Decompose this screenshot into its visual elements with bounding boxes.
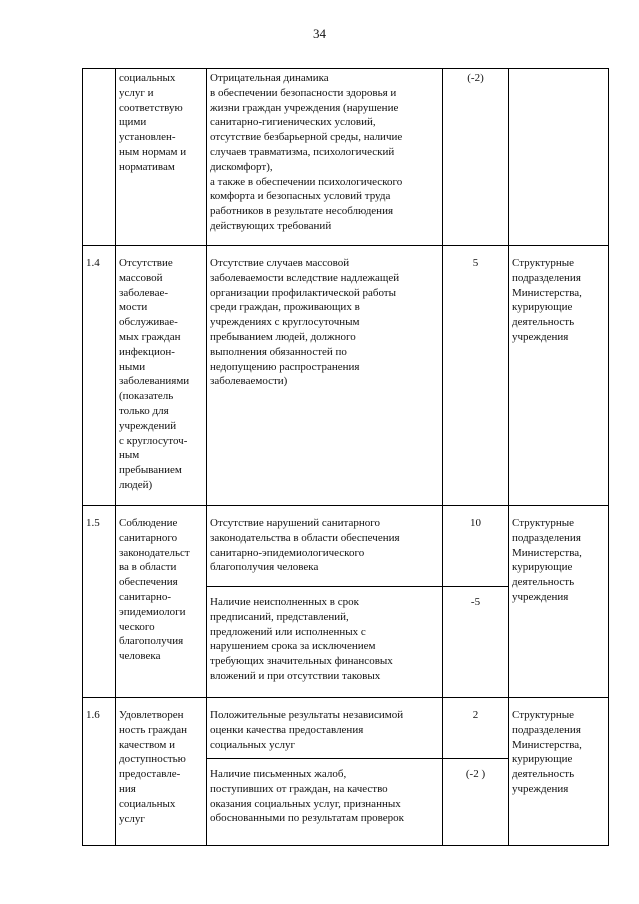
criterion-cell: Отсутствие нарушений санитарного законодательства в области обеспечения санитарно-эпидемиологического благополучия человека <box>207 506 443 587</box>
score-cell: 10 <box>443 506 509 587</box>
criterion-cell: Отсутствие случаев массовой заболеваемости вследствие надлежащей организации профилактической работы среди граждан, проживающих в учреждениях с круглосуточным пребыванием людей, должного выполнения обязанностей по недопущению распространения заболеваемости) <box>207 246 443 506</box>
row-number: 1.5 <box>83 506 116 698</box>
indicator-cell: Удовлетворен ность граждан качеством и доступностью предоставле- ния социальных услуг <box>116 698 207 846</box>
score-cell: -5 <box>443 587 509 698</box>
table-row <box>83 698 609 759</box>
table-row <box>83 246 609 506</box>
criterion-cell: Отрицательная динамика в обеспечении безопасности здоровья и жизни граждан учреждения (нарушение санитарно-гигиенических условий, отсутствие безбарьерной среды, наличие случаев травматизма, психологический дискомфорт), а также в обеспечении психологического комфорта и безопасных условий труда работников в результате несоблюдения действующих требований <box>207 69 443 246</box>
score-cell: (-2) <box>443 69 509 246</box>
criterion-cell: Наличие письменных жалоб, поступивших от граждан, на качество оказания социальных услуг, признанных обоснованными по результатам проверок <box>207 759 443 846</box>
table-row <box>83 506 609 587</box>
page-number: 34 <box>313 26 326 41</box>
score-cell: (-2 ) <box>443 759 509 846</box>
row-number: 1.4 <box>83 246 116 506</box>
indicator-cell: Отсутствие массовой заболевае- мости обслуживае- мых граждан инфекцион- ными заболеваниями (показатель только для учреждений с круглосуточ- ным пребыванием людей) <box>116 246 207 506</box>
criteria-table <box>82 68 609 846</box>
indicator-cell: Соблюдение санитарного законодательст ва в области обеспечения санитарно- эпидемиологи ческого благополучия человека <box>116 506 207 698</box>
row-number <box>83 69 116 246</box>
indicator-cell: социальных услуг и соответствую щими установлен- ным нормам и нормативам <box>116 69 207 246</box>
responsible-cell: Структурные подразделения Министерства, курирующие деятельность учреждения <box>509 506 609 698</box>
responsible-cell <box>509 69 609 246</box>
score-cell: 5 <box>443 246 509 506</box>
score-cell: 2 <box>443 698 509 759</box>
row-number: 1.6 <box>83 698 116 846</box>
criterion-cell: Наличие неисполненных в срок предписаний, представлений, предложений или исполненных с нарушением срока за исключением требующих значительных финансовых вложений и при отсутствии таковых <box>207 587 443 698</box>
criterion-cell: Положительные результаты независимой оценки качества предоставления социальных услуг <box>207 698 443 759</box>
responsible-cell: Структурные подразделения Министерства, курирующие деятельность учреждения <box>509 698 609 846</box>
table-row <box>83 69 609 246</box>
responsible-cell: Структурные подразделения Министерства, курирующие деятельность учреждения <box>509 246 609 506</box>
